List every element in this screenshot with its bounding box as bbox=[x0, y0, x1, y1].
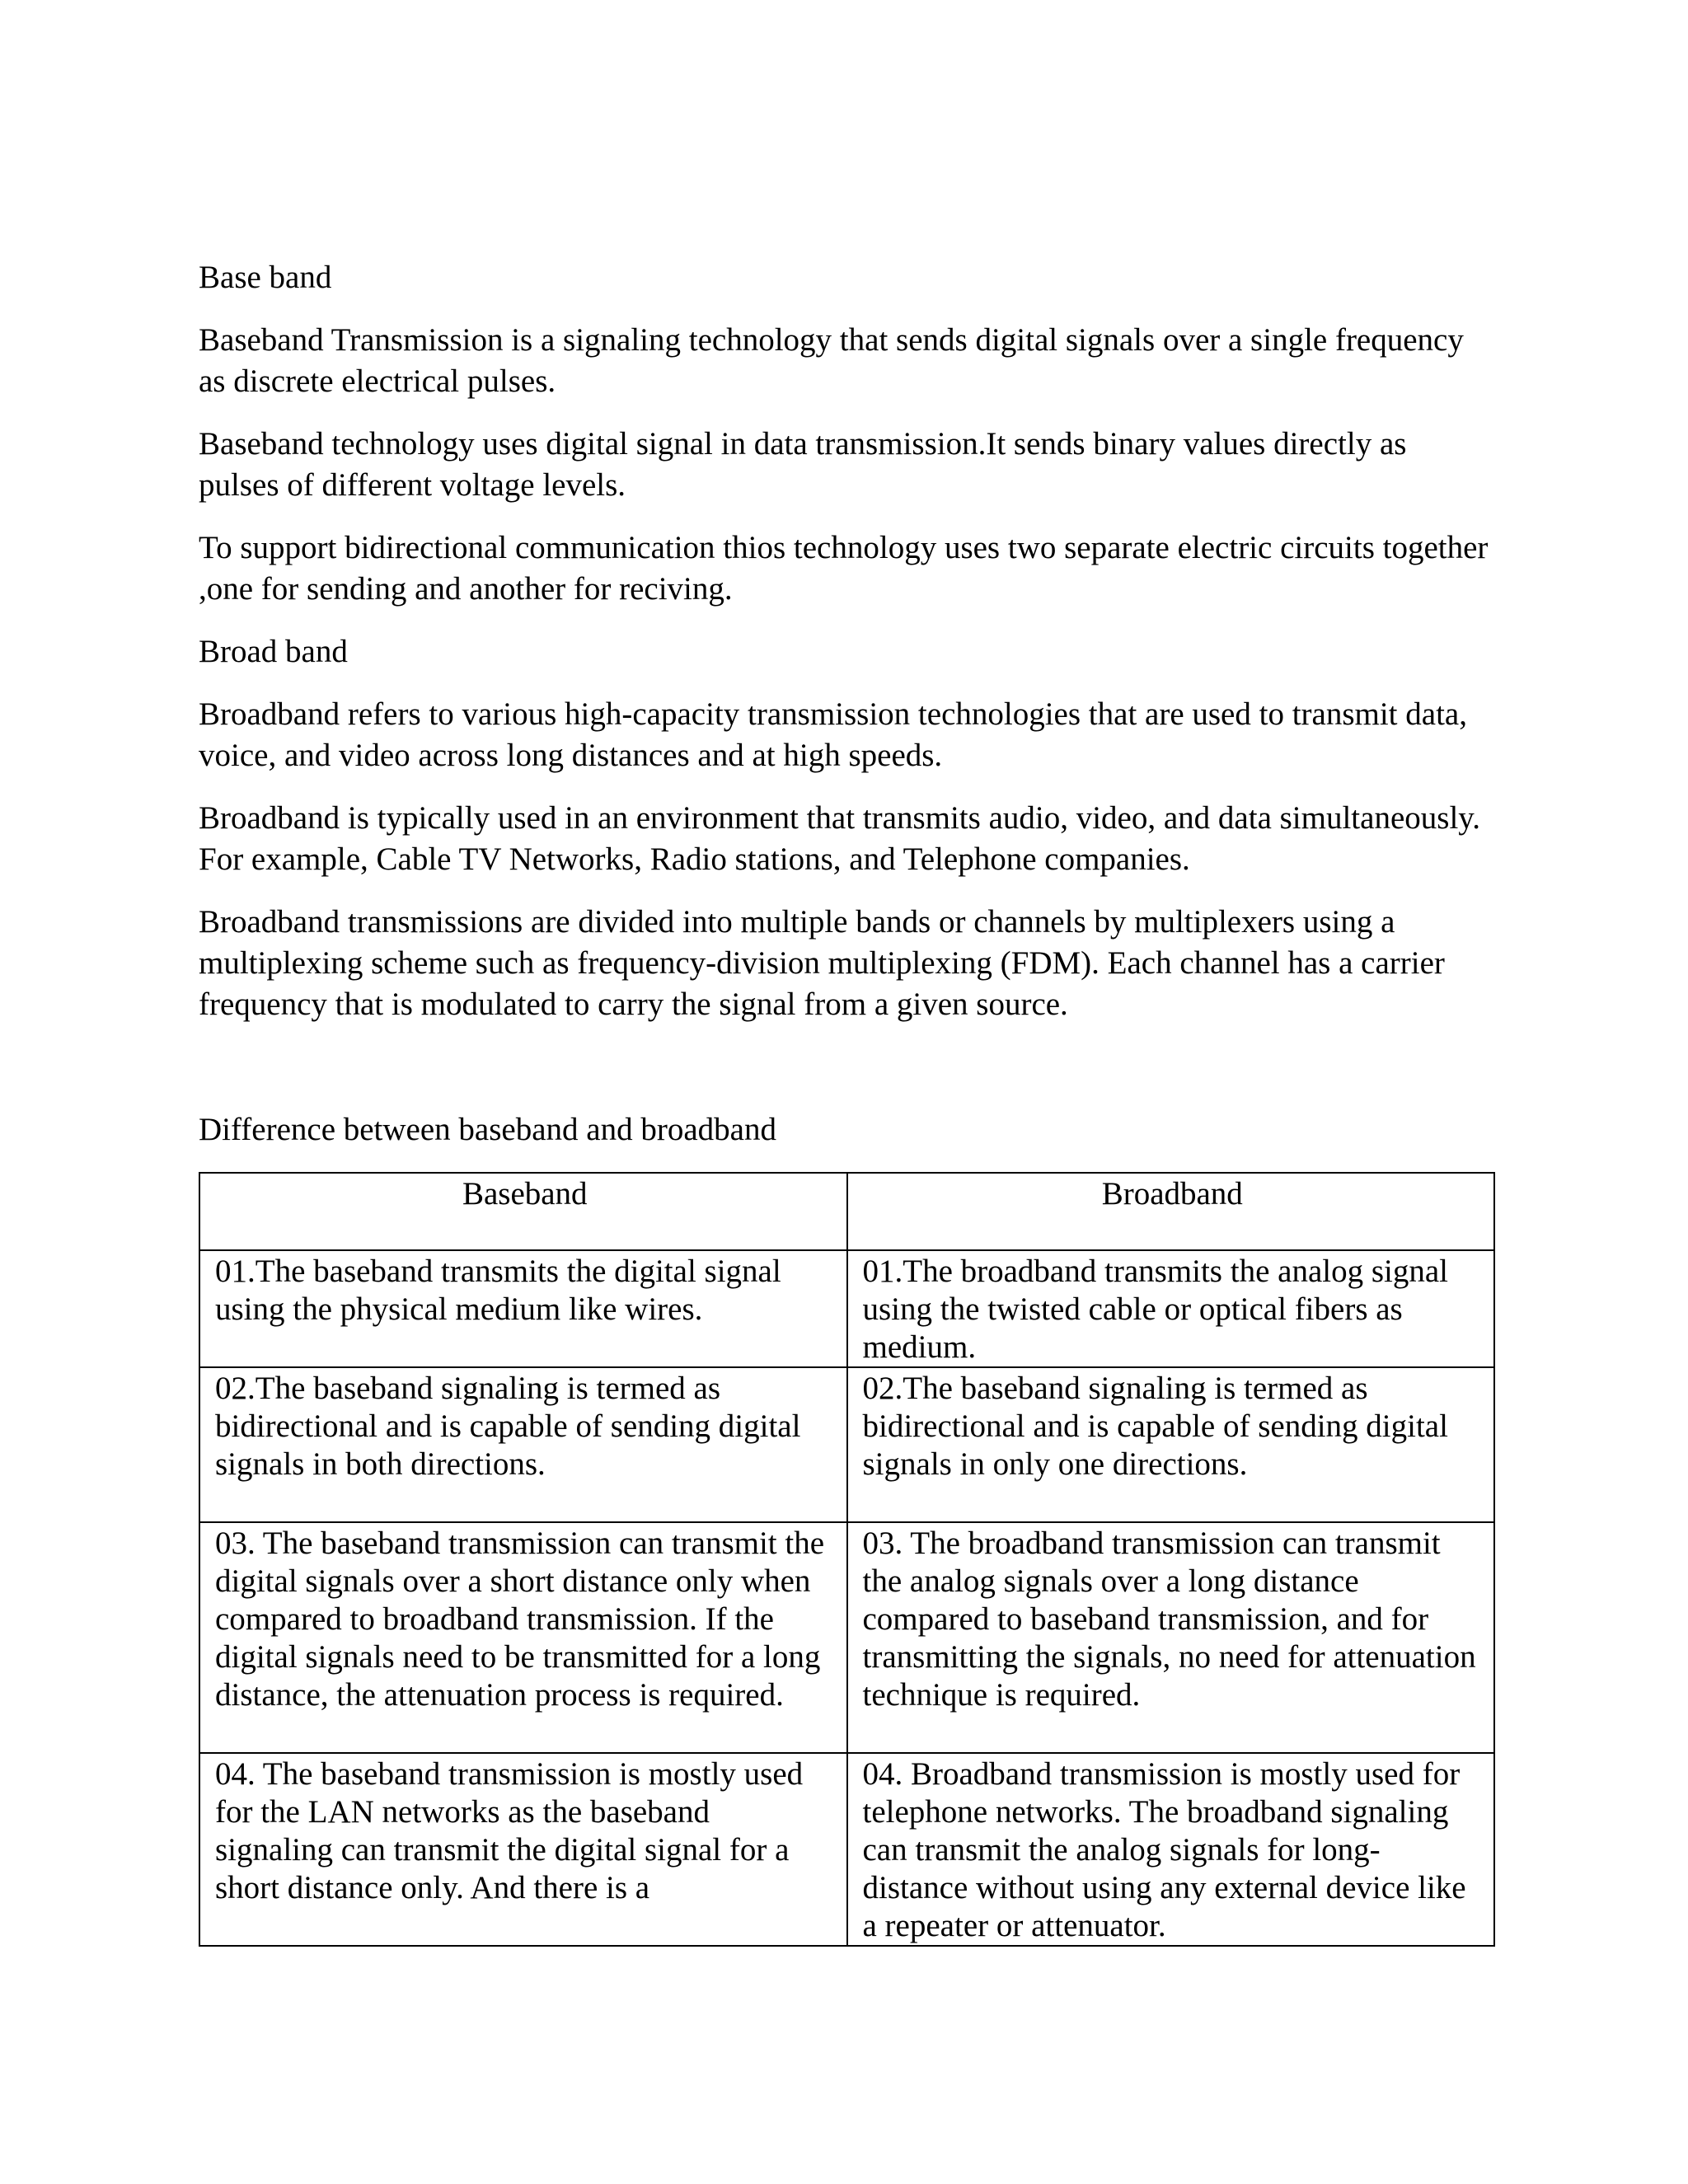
baseband-paragraph-2: Baseband technology uses digital signal in data transmission.It sends binary values directly as pulses of different voltage levels. bbox=[199, 426, 1407, 503]
baseband-cell: 01.The baseband transmits the digital signal using the physical medium like wires. bbox=[199, 1250, 847, 1367]
document-body bbox=[199, 257, 1493, 1947]
broadband-heading: Broad band bbox=[199, 634, 348, 669]
column-header-label: Baseband bbox=[462, 1176, 588, 1212]
baseband-cell: 02.The baseband signaling is termed as bidirectional and is capable of sending digital signals in both directions. bbox=[199, 1367, 847, 1522]
table-row bbox=[199, 1250, 1494, 1367]
table-header-row bbox=[199, 1173, 1494, 1250]
broadband-paragraph-1: Broadband refers to various high-capacity transmission technologies that are used to transmit data, voice, and video across long distances and at high speeds. bbox=[199, 696, 1467, 773]
broadband-paragraph-2: Broadband is typically used in an environment that transmits audio, video, and data simultaneously. For example, Cable TV Networks, Radio stations, and Telephone companies. bbox=[199, 800, 1480, 877]
column-header-label: Broadband bbox=[1101, 1176, 1243, 1212]
table-row bbox=[199, 1522, 1494, 1753]
column-header-broadband bbox=[847, 1173, 1495, 1250]
comparison-heading: Difference between baseband and broadband bbox=[199, 1112, 776, 1147]
table-row bbox=[199, 1367, 1494, 1522]
broadband-paragraph-3: Broadband transmissions are divided into multiple bands or channels by multiplexers using a multiplexing scheme such as frequency-division multiplexing (FDM). Each channel has a carrier frequency that is modulated to carry the signal from a given source. bbox=[199, 904, 1445, 1022]
baseband-cell: 04. The baseband transmission is mostly used for the LAN networks as the baseband signaling can transmit the digital signal for a short distance only. And there is a bbox=[199, 1753, 847, 1946]
broadband-cell: 01.The broadband transmits the analog signal using the twisted cable or optical fibers as medium. bbox=[847, 1250, 1495, 1367]
baseband-heading: Base band bbox=[199, 260, 332, 295]
broadband-cell: 04. Broadband transmission is mostly used for telephone networks. The broadband signaling can transmit the analog signals for long-distance without using any external device like a repeater or attenuator. bbox=[847, 1753, 1495, 1946]
broadband-cell: 02.The baseband signaling is termed as bidirectional and is capable of sending digital signals in only one directions. bbox=[847, 1367, 1495, 1522]
baseband-paragraph-1: Baseband Transmission is a signaling technology that sends digital signals over a single frequency as discrete electrical pulses. bbox=[199, 322, 1464, 399]
baseband-cell: 03. The baseband transmission can transmit the digital signals over a short distance only when compared to broadband transmission. If the digital signals need to be transmitted for a long distance, the attenuation process is required. bbox=[199, 1522, 847, 1753]
baseband-paragraph-3: To support bidirectional communication thios technology uses two separate electric circuits together ,one for sending and another for reciving. bbox=[199, 530, 1489, 607]
comparison-table bbox=[199, 1172, 1495, 1947]
table-row bbox=[199, 1753, 1494, 1946]
broadband-cell: 03. The broadband transmission can transmit the analog signals over a long distance compared to baseband transmission, and for transmitting the signals, no need for attenuation technique is required. bbox=[847, 1522, 1495, 1753]
column-header-baseband bbox=[199, 1173, 847, 1250]
